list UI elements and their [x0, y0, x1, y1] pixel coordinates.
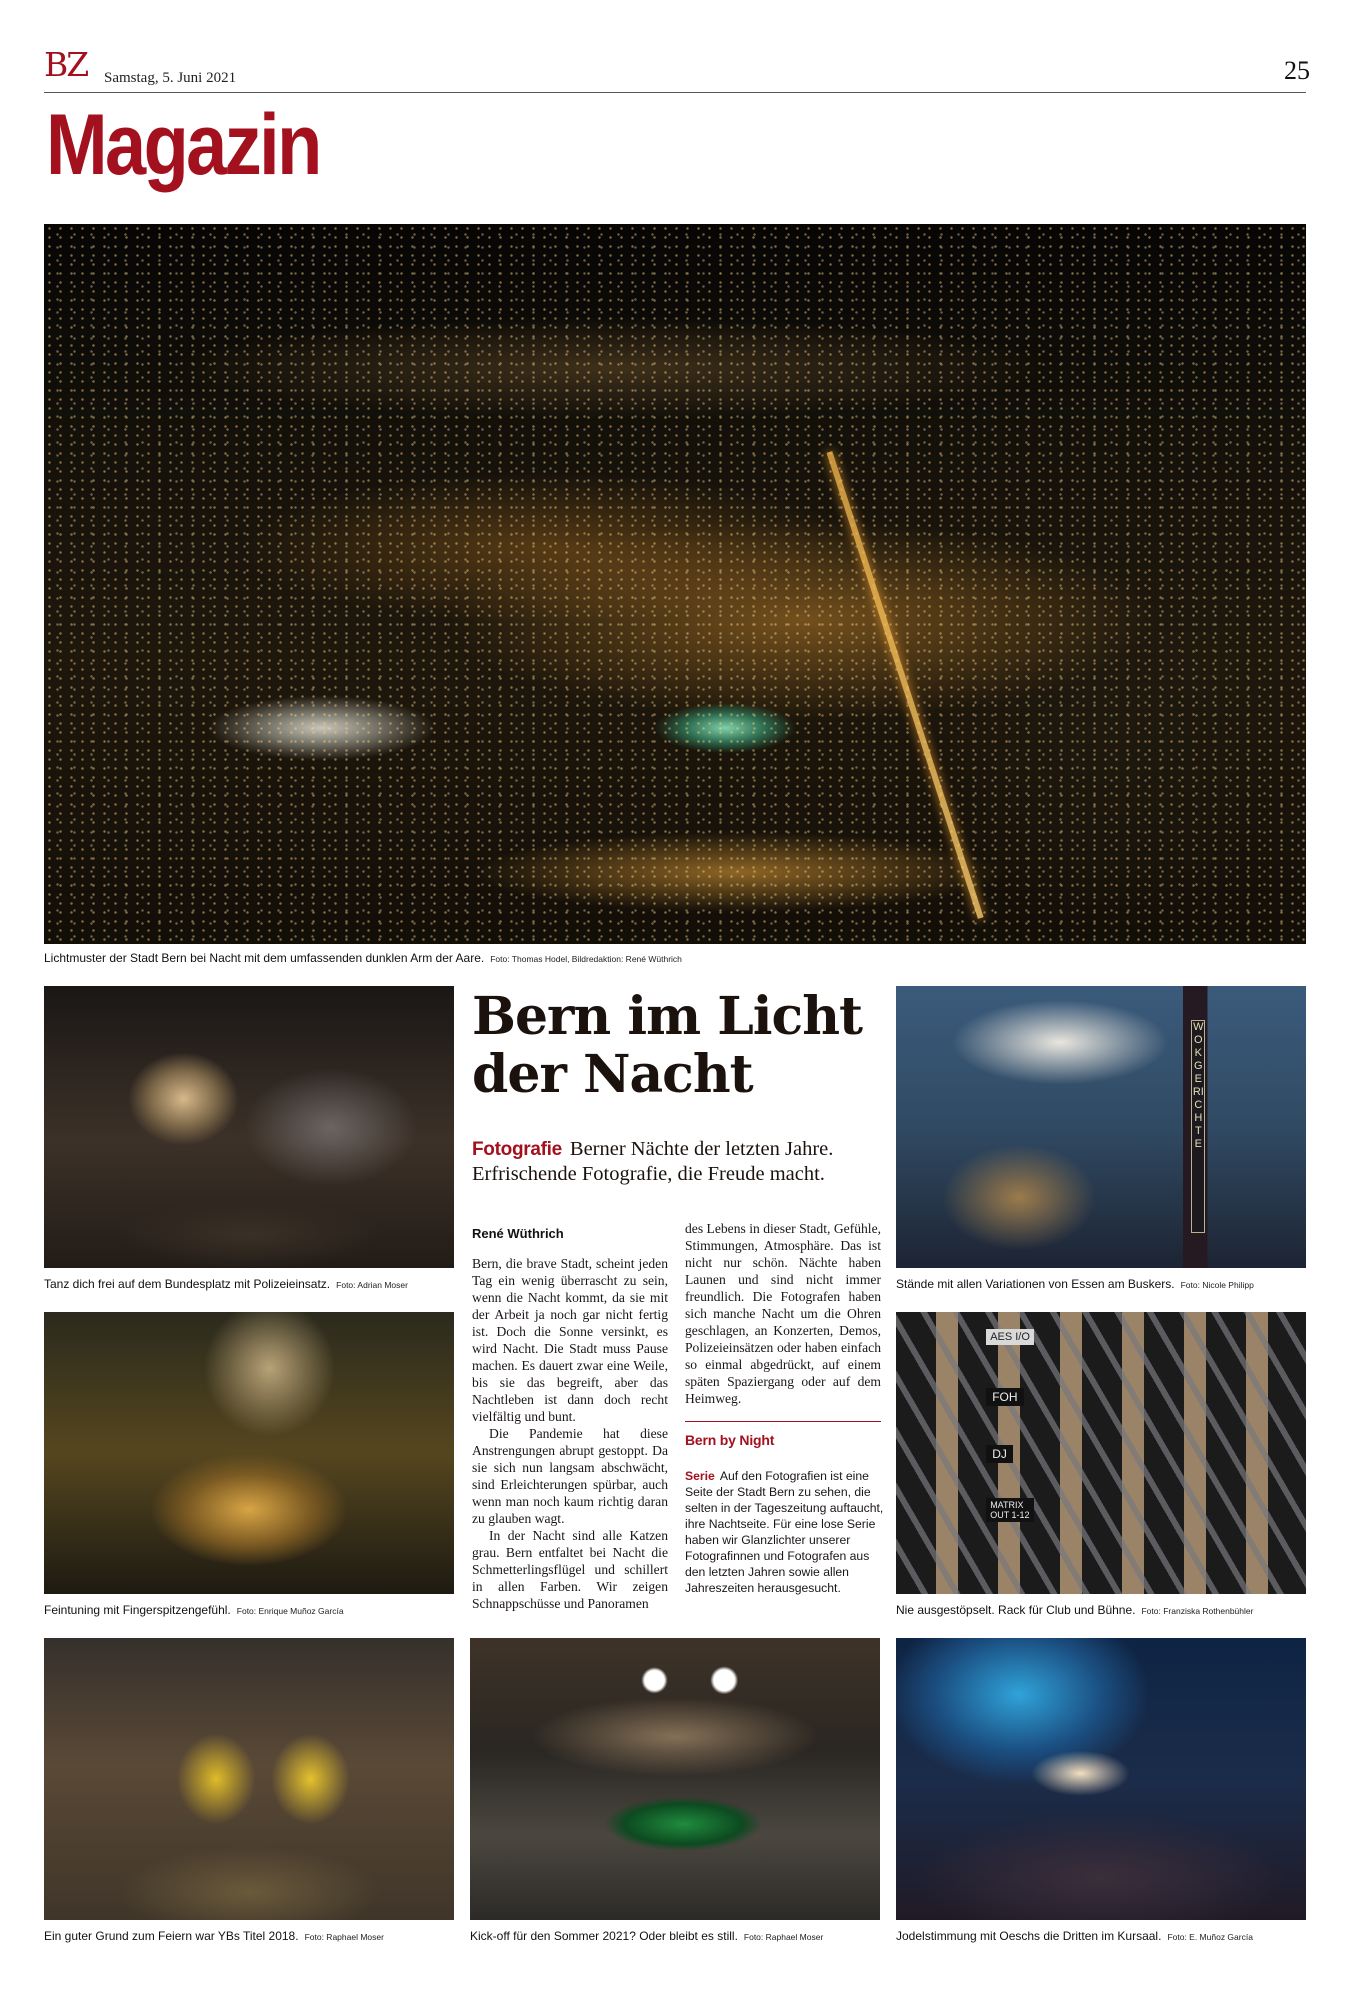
photo-kursaal-concert: [896, 1638, 1306, 1920]
infobox-text: [685, 1468, 885, 1596]
issue-date: Samstag, 5. Juni 2021: [104, 70, 237, 86]
lead-kicker: Fotografie: [472, 1139, 562, 1160]
photo-credit: Foto: Raphael Moser: [743, 1932, 824, 1942]
photo-feintuning: [44, 1312, 454, 1594]
caption-text: Tanz dich frei auf dem Bundesplatz mit Polizeieinsatz.: [44, 1277, 331, 1291]
photo-caption: [896, 1277, 1254, 1291]
photo-caption: [896, 1929, 1253, 1943]
body-paragraph: Die Pandemie hat diese Anstrengungen abrupt gestoppt. Da sie sich nun langsam abschwächt, sind Erleichterungen spürbar, auch wenn man noch kaum richtig daran zu glauben wagt.: [472, 1426, 668, 1526]
wok-sign: WOK GERICHTE: [1191, 1020, 1205, 1234]
photo-credit: Foto: Enrique Muñoz García: [236, 1606, 344, 1616]
photo-credit: Foto: Raphael Moser: [304, 1932, 384, 1942]
caption-text: Nie ausgestöpselt. Rack für Club und Bühne.: [896, 1603, 1136, 1617]
article-body-column-2: [685, 1220, 881, 1407]
body-paragraph: Bern, die brave Stadt, scheint jeden Tag ein wenig überrascht zu sein, wenn die Nacht kommt, da sie mit der Arbeit ja noch gar nicht fertig ist. Doch die Sonne versinkt, es wird Nacht. Die Stadt muss Pause machen. Es dauert zwar eine Weile, bis sie das begreift, aber das Nachtleben ist dann doch recht vielfältig und bunt.: [472, 1256, 668, 1424]
article-body-column-1: [472, 1255, 668, 1612]
headline-line-1: Bern im Licht: [472, 986, 863, 1047]
section-title: Magazin: [46, 97, 320, 193]
caption-text: Jodelstimmung mit Oeschs die Dritten im Kursaal.: [896, 1929, 1162, 1943]
hero-photo-bern-night-aerial: [44, 224, 1306, 944]
caption-text: Stände mit allen Variationen von Essen am Buskers.: [896, 1277, 1175, 1291]
photo-yb-celebration: [44, 1638, 454, 1920]
photo-credit: Foto: Adrian Moser: [336, 1280, 408, 1290]
body-paragraph: In der Nacht sind alle Katzen grau. Bern entfaltet bei Nacht die Schmetterlingsflügel und schillert in allen Farben. Wir zeigen Schnappschüsse und Panoramen: [472, 1528, 668, 1611]
photo-caption: [44, 1603, 344, 1617]
photo-credit: Foto: Thomas Hodel, Bildredaktion: René Wüthrich: [490, 954, 682, 964]
caption-text: Ein guter Grund zum Feiern war YBs Titel 2018.: [44, 1929, 299, 1943]
infobox-title: Bern by Night: [685, 1432, 775, 1448]
photo-caption: [44, 1929, 384, 1943]
photo-bundesplatz: [44, 986, 454, 1268]
photo-credit: Foto: Nicole Philipp: [1180, 1280, 1254, 1290]
caption-text: Lichtmuster der Stadt Bern bei Nacht mit dem umfassenden dunklen Arm der Aare.: [44, 951, 485, 965]
infobox-body: Auf den Fotografien ist eine Seite der Stadt Bern zu sehen, die selten in der Tageszeitung auftaucht, ihre Nachtseite. Für eine lose Serie haben wir Glanzlichter unserer Fotografinnen und Fotografen aus den letzten Jahren sowie allen Jahreszeiten herausgesucht.: [685, 1469, 884, 1595]
infobox-rule: [685, 1421, 881, 1422]
rack-label: FOH: [986, 1388, 1023, 1406]
article-headline: [472, 988, 892, 1104]
infobox-kicker: Serie: [685, 1469, 715, 1483]
photo-buskers: [896, 986, 1306, 1268]
body-paragraph: des Lebens in dieser Stadt, Gefühle, Stimmungen, Atmosphäre. Das ist nicht nur schön. Nächte haben Launen und sind nicht immer freundlich. Die Fotografen haben sich manche Nacht um die Ohren geschlagen, an Konzerten, Demos, Polizeieinsätzen oder haben einfach so einmal abgedrückt, auf einem späten Spaziergang oder auf dem Heimweg.: [685, 1221, 881, 1406]
article-author: René Wüthrich: [472, 1226, 564, 1241]
photo-caption: [44, 1277, 408, 1291]
photo-credit: Foto: Franziska Rothenbühler: [1141, 1606, 1254, 1616]
rack-label: DJ: [986, 1445, 1013, 1463]
headline-line-2: der Nacht: [472, 1044, 753, 1105]
publication-logo: BZ: [44, 45, 88, 84]
photo-caption: [896, 1603, 1253, 1617]
caption-text: Kick-off für den Sommer 2021? Oder bleibt es still.: [470, 1929, 738, 1943]
page-number: 25: [1284, 56, 1310, 85]
photo-caption: [470, 1929, 823, 1943]
article-lead: [472, 1137, 892, 1186]
hero-caption: [44, 951, 682, 965]
rack-label: MATRIX OUT 1-12: [986, 1498, 1034, 1522]
caption-text: Feintuning mit Fingerspitzengefühl.: [44, 1603, 231, 1617]
header-rule: [44, 92, 1306, 93]
photo-credit: Foto: E. Muñoz García: [1167, 1932, 1253, 1942]
photo-beer-can: [470, 1638, 880, 1920]
rack-label: AES I/O: [986, 1329, 1034, 1345]
lead-text: Berner Nächte der letzten Jahre. Erfrischende Fotografie, die Freude macht.: [472, 1138, 834, 1185]
photo-audio-rack: [896, 1312, 1306, 1594]
